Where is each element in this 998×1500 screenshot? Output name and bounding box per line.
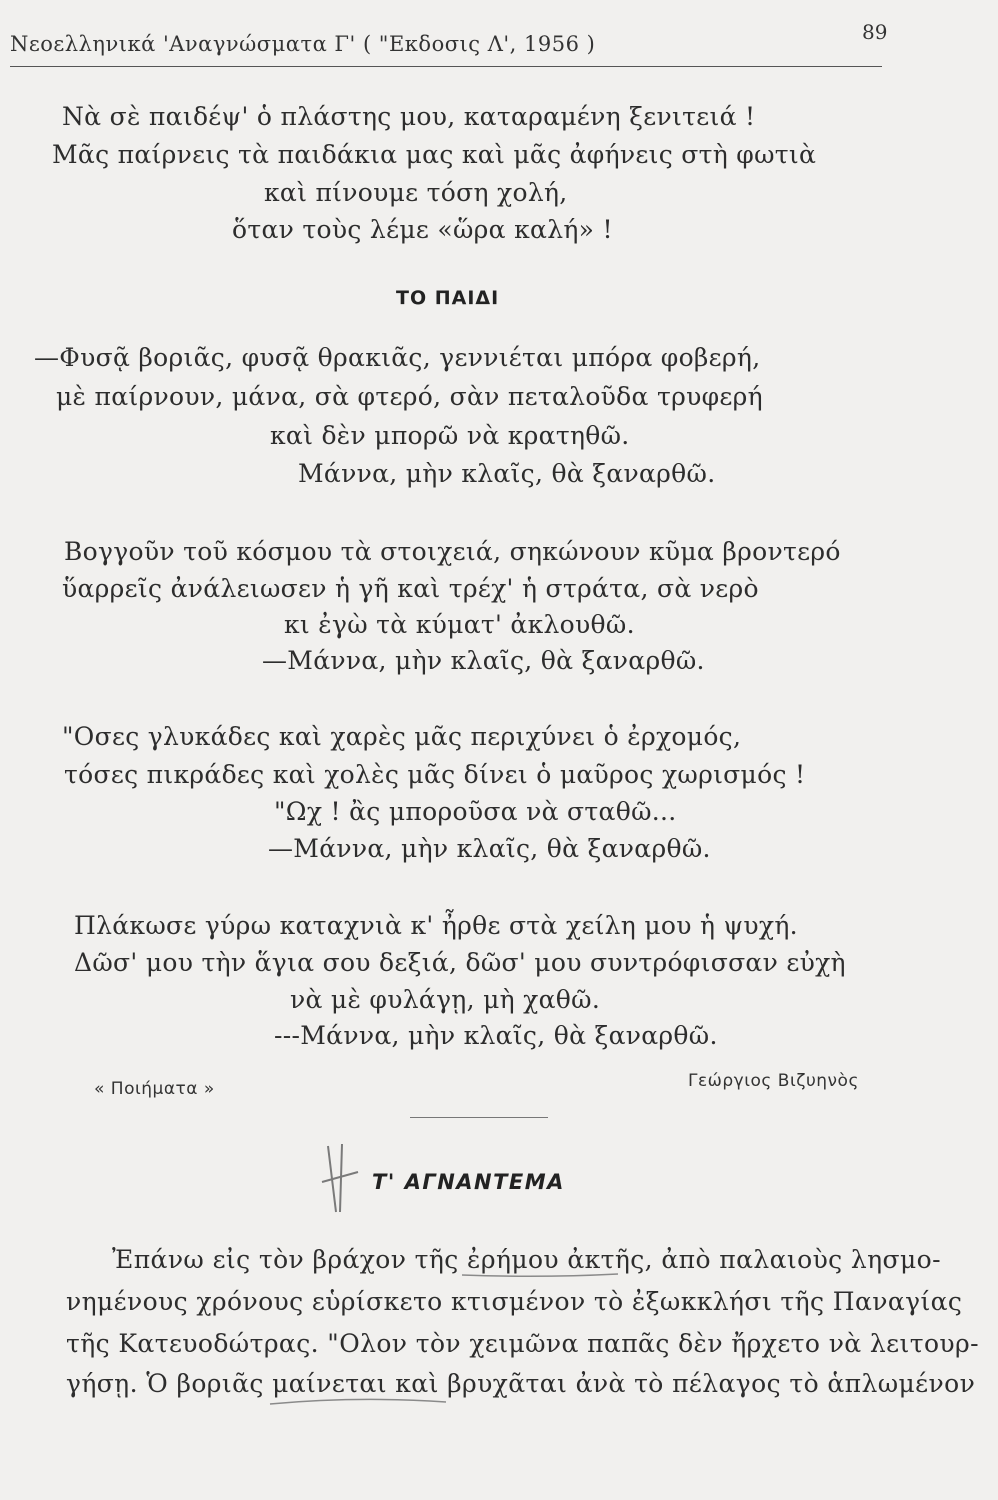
stanza-4-line-1: Πλάκωσε γύρω καταχνιὰ κ' ἦρθε στὰ χείλη μου ἡ ψυχή. [74,911,798,940]
stanza-3-line-2: τόσες πικράδες καὶ χολὲς μᾶς δίνει ὁ μαῦρος χωρισμός ! [64,760,806,789]
stanza-1-line-3: καὶ δὲν μπορῶ νὰ κρατηθῶ. [270,421,630,450]
prose-line-2: νημένους χρόνους εὑρίσκετο κτισμένον τὸ ἐξωκκλήσι τῆς Παναγίας [66,1287,963,1316]
stanza-1-line-2: μὲ παίρνουν, μάνα, σὰ φτερό, σὰν πεταλοῦδα τρυφερή [56,382,763,411]
stanza-1-line-1: —Φυσᾷ βοριᾶς, φυσᾷ θρακιᾶς, γεννιέται μπόρα φοβερή, [34,343,761,372]
running-head: Νεοελληνικά 'Αναγνώσματα Γ' ( "Εκδοσις Λ', 1956 ) [10,32,596,56]
poem-end-line-4: ὅταν τοὺς λέμε «ὥρα καλή» ! [232,215,613,244]
poem-end-line-1: Νὰ σὲ παιδέψ' ὁ πλάστης μου, καταραμένη ξενιτειά ! [62,102,756,131]
stanza-3-line-3: "Ωχ ! ἂς μποροῦσα νὰ σταθῶ... [274,797,677,826]
poem-end-line-2: Μᾶς παίρνεις τὰ παιδάκια μας καὶ μᾶς ἀφήνεις στὴ φωτιὰ [52,140,817,169]
section-title: Τ' ΑΓΝΑΝΤΕΜΑ [372,1170,565,1194]
header-rule [10,66,882,67]
pencil-underline-icon [268,1394,448,1410]
prose-line-1: Ἐπάνω εἰς τὸν βράχον τῆς ἐρήμου ἀκτῆς, ἀπὸ παλαιοὺς λησμο- [112,1245,941,1274]
stanza-4-line-4: ---Μάννα, μὴν κλαῖς, θὰ ξαναρθῶ. [274,1021,718,1050]
prose-line-3: τῆς Κατευοδώτρας. "Ολον τὸν χειμῶνα παπᾶς δὲν ἤρχετο νὰ λειτουρ- [66,1329,979,1358]
page-number: 89 [862,20,888,44]
stanza-1-line-4: Μάννα, μὴν κλαῖς, θὰ ξαναρθῶ. [298,459,716,488]
poem-source: « Ποιήματα » [94,1079,215,1099]
pencil-underline-icon [460,1270,620,1280]
stanza-2-line-3: κι ἐγὼ τὰ κύματ' ἀκλουθῶ. [284,610,635,639]
stanza-2-line-2: ὕαρρεῖς ἀνάλειωσεν ἡ γῆ καὶ τρέχ' ἡ στράτα, σὰ νερὸ [62,574,759,603]
stanza-3-line-4: —Μάννα, μὴν κλαῖς, θὰ ξαναρθῶ. [268,834,711,863]
section-separator [410,1117,548,1118]
prose-line-4: γήσῃ. Ὁ βοριᾶς μαίνεται καὶ βρυχᾶται ἀνὰ τὸ πέλαγος τὸ ἁπλωμένον [66,1369,976,1398]
stanza-2-line-4: —Μάννα, μὴν κλαῖς, θὰ ξαναρθῶ. [262,646,705,675]
pencil-mark-icon [318,1142,362,1220]
stanza-4-line-2: Δῶσ' μου τὴν ἅγια σου δεξιά, δῶσ' μου συντρόφισσαν εὐχὴ [74,948,846,977]
stanza-4-line-3: νὰ μὲ φυλάγῃ, μὴ χαθῶ. [290,985,601,1014]
stanza-3-line-1: "Οσες γλυκάδες καὶ χαρὲς μᾶς περιχύνει ὁ ἐρχομός, [62,722,742,751]
poem-author: Γεώργιος Βιζυηνὸς [688,1071,859,1091]
poem-title: ΤΟ ΠΑΙΔΙ [396,287,500,309]
poem-end-line-3: καὶ πίνουμε τόση χολή, [264,178,568,207]
stanza-2-line-1: Βογγοῦν τοῦ κόσμου τὰ στοιχειά, σηκώνουν κῦμα βροντερό [64,537,841,566]
